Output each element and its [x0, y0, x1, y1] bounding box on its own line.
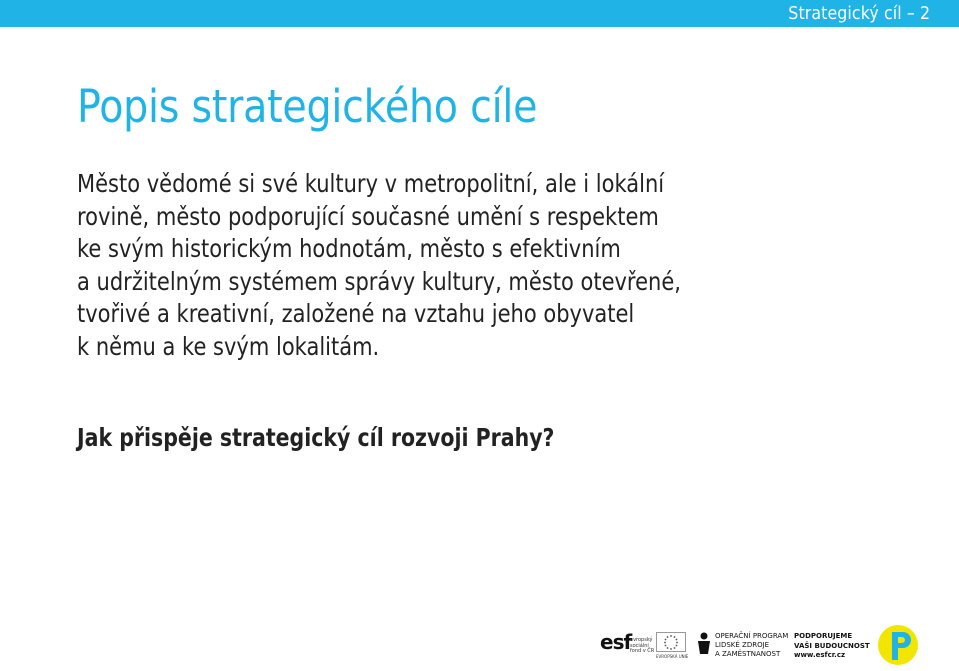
paragraph-line: a udržitelným systémem správy kultury, město otevřené,: [77, 266, 681, 296]
breadcrumb: Strategický cíl – 2: [788, 3, 930, 24]
paragraph-line: tvořivé a kreativní, založené na vztahu jeho obyvatel: [77, 299, 635, 328]
description-paragraph: [77, 168, 877, 363]
op-program-text: OPERAČNÍ PROGRAM LIDSKÉ ZDROJE A ZAMĚSTNANOST: [715, 632, 789, 658]
paragraph-line: ke svým historickým hodnotám, město s efektivním: [77, 234, 621, 263]
question-heading: Jak přispěje strategický cíl rozvoji Prahy?: [77, 423, 555, 452]
header-bar: [0, 0, 959, 27]
op-person-icon: [696, 632, 712, 654]
eu-flag-icon: [656, 632, 686, 652]
eu-caption: EVROPSKÁ UNIE: [656, 654, 689, 659]
support-text: PODPORUJEME VAŠI BUDOUCNOST www.esfcr.cz: [794, 632, 870, 659]
esf-logo: esf: [600, 630, 632, 654]
footer-logos: [600, 624, 930, 662]
esf-caption: evropský sociální fond v ČR: [630, 637, 655, 654]
page-title: Popis strategického cíle: [77, 80, 538, 133]
prague-p-badge-icon: [876, 624, 920, 666]
paragraph-line: k němu a ke svým lokalitám.: [77, 331, 380, 361]
paragraph-line: rovině, město podporující současné umění s respektem: [77, 201, 659, 231]
paragraph-line: Město vědomé si své kultury v metropolitní, ale i lokální: [77, 169, 665, 198]
